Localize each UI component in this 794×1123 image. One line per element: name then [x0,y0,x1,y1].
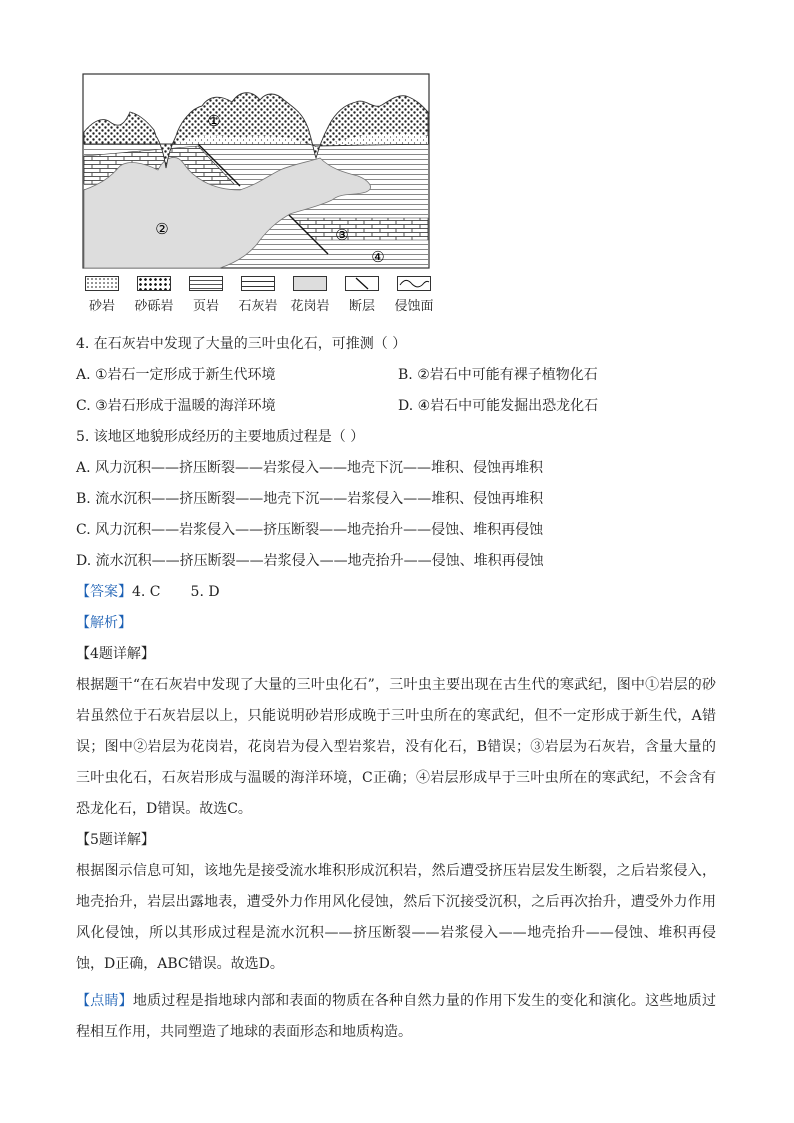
legend-sandstone [82,276,122,314]
limestone-icon [241,276,275,291]
legend-label: 断层 [348,299,375,314]
q4-option-c: C. ③岩石形成于温暖的海洋环境 [76,398,276,414]
detail4-tag: 【4题详解】 [76,646,155,662]
detail5-tag: 【5题详解】 [76,832,155,848]
legend-label: 石灰岩 [238,299,278,314]
legend-label: 侵蚀面 [394,299,434,314]
legend-label: 砂岩 [88,299,115,314]
q5-option-b: B. 流水沉积——挤压断裂——地壳下沉——岩浆侵入——堆积、侵蚀再堆积 [76,491,544,507]
conglomerate-icon [137,276,171,291]
q5-option-c: C. 风力沉积——岩浆侵入——挤压断裂——地壳抬升——侵蚀、堆积再侵蚀 [76,522,544,538]
legend-limestone [238,276,278,314]
tip-block [76,986,716,1048]
q4-option-a: A. ①岩石一定形成于新生代环境 [76,367,276,383]
tip-tag: 【点睛】 [76,993,133,1009]
shale-icon [189,276,223,291]
limestone-right [292,218,428,240]
erosion-surface-icon [397,276,431,291]
legend-label: 花岗岩 [290,299,330,314]
granite-icon [293,276,327,291]
detail5-text: 根据图示信息可知，该地先是接受流水堆积形成沉积岩，然后遭受挤压岩层发生断裂，之后岩浆侵入，地壳抬升，岩层出露地表，遭受外力作用风化侵蚀，然后下沉接受沉积，之后再次抬升，遭受外力作用风化侵蚀，所以其形成过程是流水沉积——挤压断裂——岩浆侵入——地壳抬升——侵蚀、堆积再侵蚀，D正确，ABC错误。故选D。 [76,863,716,972]
fault-icon [345,276,379,291]
analysis-tag: 【解析】 [76,615,132,631]
q5-stem: 5. 该地区地貌形成经历的主要地质过程是（ ） [76,429,365,445]
legend-erosion-surface [394,276,434,314]
answer-tag: 【答案】 [76,584,132,600]
q4-stem: 4. 在石灰岩中发现了大量的三叶虫化石，可推测（ ） [76,336,407,352]
answer-line [76,582,220,602]
legend-shale [186,276,226,314]
legend-label: 页岩 [192,299,219,314]
label-rock-3: ③ [335,226,349,244]
figure-legend [80,276,432,320]
q5-option-d: D. 流水沉积——挤压断裂——岩浆侵入——地壳抬升——侵蚀、堆积再侵蚀 [76,553,544,569]
q4-option-b: B. ②岩石中可能有裸子植物化石 [398,367,598,383]
answer-q4: 4. C [132,584,161,600]
q4-option-d: D. ④岩石中可能发掘出恐龙化石 [398,398,599,414]
legend-granite [290,276,330,314]
legend-fault [342,276,382,314]
legend-label: 砂砾岩 [134,299,174,314]
legend-conglomerate [134,276,174,314]
sandstone-icon [85,276,119,291]
q5-option-a: A. 风力沉积——挤压断裂——岩浆侵入——地壳下沉——堆积、侵蚀再堆积 [76,460,544,476]
label-rock-1: ① [207,112,221,130]
label-rock-2: ② [155,220,169,238]
answer-q5: 5. D [190,584,220,600]
detail4-text: 根据题干“在石灰岩中发现了大量的三叶虫化石”，三叶虫主要出现在古生代的寒武纪，图中①岩层的砂岩虽然位于石灰岩层以上，只能说明砂岩形成晚于三叶虫所在的寒武纪，但不一定形成于新生代，A错误；图中②岩层为花岗岩，花岗岩为侵入型岩浆岩，没有化石，B错误；③岩层为石灰岩，含量大量的三叶虫化石，石灰岩形成与温暖的海洋环境，C正确；④岩层形成早于三叶虫所在的寒武纪，不会含有恐龙化石，D错误。故选C。 [76,677,716,817]
tip-text: 地质过程是指地球内部和表面的物质在各种自然力量的作用下发生的变化和演化。这些地质过程相互作用，共同塑造了地球的表面形态和地质构造。 [76,993,717,1040]
label-rock-4: ④ [371,248,385,266]
